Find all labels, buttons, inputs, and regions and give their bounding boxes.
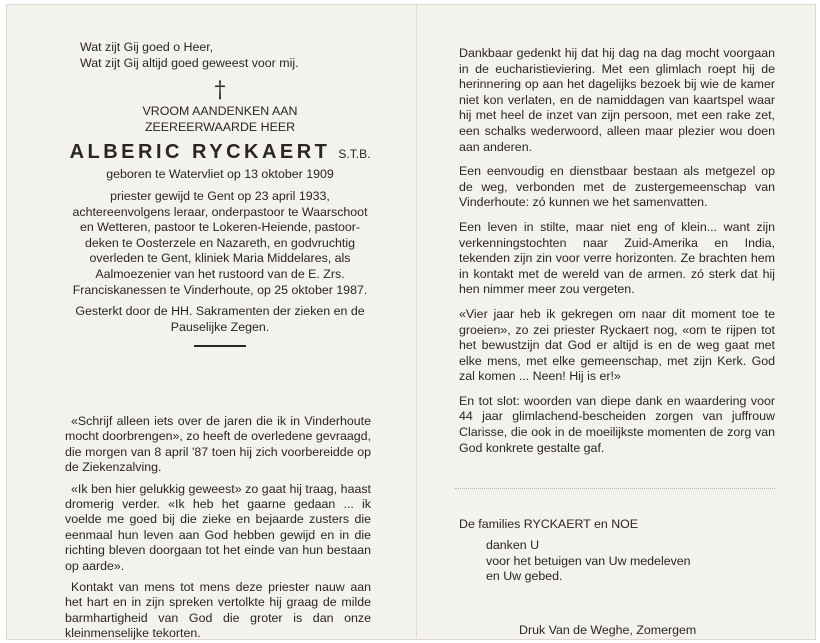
printer-credit: Druk Van de Weghe, Zomergem bbox=[519, 623, 697, 637]
memorial-title: ZEEREERWAARDE HEER bbox=[144, 119, 296, 134]
right-paragraph-5: En tot slot: woorden van diepe dank en waardering voor 44 jaar glimlachend-bescheiden zorgen van juffrouw Clarisse, die ook in de moeilijkste momenten de zorg van God konkrete gestalte gaf. bbox=[459, 393, 775, 455]
left-page bbox=[64, 40, 376, 347]
left-testimony bbox=[65, 414, 371, 642]
biography: priester gewijd te Gent op 23 april 1933, achtereenvolgens leraar, onderpastoor te Waarschoot en Wetteren, pastoor te Lokeren-Heiende, pastoor-deken te Oosterzele en Nazareth, en godvruchtig overleden te Gent, kliniek Maria Middelares, als Aalmoezenier van het rustoord van de E. Zrs. Franciskanessen te Vinderhoute, op 25 oktober 1987. bbox=[72, 188, 368, 297]
left-paragraph-3: Kontakt van mens tot mens deze priester nauw aan het hart en in zijn spreken vertolkte hij graag de milde barmhartigheid van God die groter is dan onze kleinmenselijke tekorten. bbox=[65, 580, 371, 641]
right-paragraph-3: Een leven in stilte, maar niet eng of klein... want zijn verkenningstochten naar Zuid-Amerika en India, tekenden zijn zin voor verre horizonten. Ze brachten hem in kontakt met de wereld van de armen. zó sterk dat hij hen nimmer meer zou vergeten. bbox=[459, 219, 775, 297]
left-paragraph-1: «Schrijf alleen iets over de jaren die ik in Vinderhoute mocht doorbrengen», zo heeft de overledene gevraagd, die morgen van 8 april '87 toen hij zich voorbereidde op de Ziekenzalving. bbox=[65, 414, 371, 475]
memorial-heading: VROOM AANDENKEN AAN bbox=[142, 104, 298, 119]
right-paragraph-4: «Vier jaar heb ik gekregen om naar dit moment toe te groeien», zo zei priester Ryckaert nog, «om te rijpen tot het bewustzijn dat God er altijd is en de weg gaat met elke mens, met elke gemeenschap, met zijn Kerk. God zal komen ... Neen! Hij is er!» bbox=[459, 306, 775, 384]
left-paragraph-2: «Ik ben hier gelukkig geweest» zo gaat hij traag, haast dromerig verder. «Ik heb het gaarne gedaan ... ik voelde me goed bij die zieke en bejaarde zusters die eenmaal hun leven aan God hebben gewijd en in die richting bleven doorgaan tot het einde van hun bestaan op aarde». bbox=[65, 481, 371, 573]
deceased-name-row bbox=[64, 141, 376, 165]
dotted-divider bbox=[455, 488, 775, 489]
right-paragraph-1: Dankbaar gedenkt hij dat hij dag na dag mocht voorgaan in de eucharistieviering. Met een glimlach roept hij de herinnering op aan het dagelijks bezoek bij wie de kamer niet kon verlaten, en de namiddagen van kaartspel waar hij met heel de inzet van zijn persoon, met een rake zet, een schalks wederwoord, alleen maar plezier wou doen aan anderen. bbox=[459, 46, 775, 154]
thanks-block bbox=[486, 538, 691, 585]
motto-line-2: Wat zijt Gij altijd goed geweest voor mij. bbox=[80, 55, 299, 70]
religious-order: S.T.B. bbox=[338, 147, 371, 162]
birth-line: geboren te Watervliet op 13 oktober 1909 bbox=[106, 167, 334, 182]
deceased-name: ALBERIC RYCKAERT bbox=[69, 141, 331, 164]
thanks-line-1: danken U bbox=[486, 538, 540, 552]
right-page bbox=[459, 46, 775, 465]
ornamental-divider bbox=[194, 345, 246, 347]
card-fold-line bbox=[416, 4, 417, 638]
motto-line-1: Wat zijt Gij goed o Heer, bbox=[80, 40, 214, 54]
right-paragraph-2: Een eenvoudig en dienstbaar bestaan als metgezel op de weg, verbonden met de zustergemeenschap van Vinderhoute: zó kunnen we het samenvatten. bbox=[459, 164, 775, 210]
thanks-line-3: en Uw gebed. bbox=[486, 569, 563, 584]
cross-icon: † bbox=[214, 78, 226, 104]
families-line: De families RYCKAERT en NOE bbox=[459, 517, 639, 531]
thanks-line-2: voor het betuigen van Uw medeleven bbox=[486, 553, 691, 568]
sacraments: Gesterkt door de HH. Sakramenten der zieken en de Pauselijke Zegen. bbox=[75, 304, 365, 334]
